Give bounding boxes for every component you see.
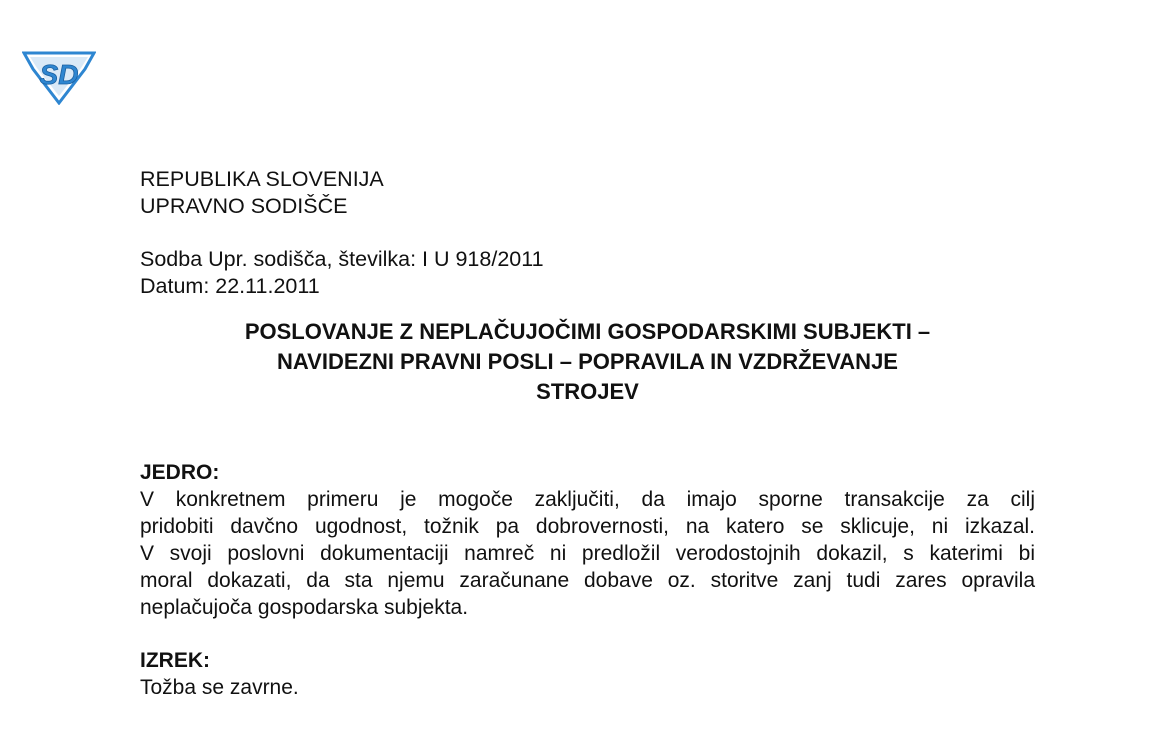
- document-title: [140, 317, 1035, 407]
- title-line: POSLOVANJE Z NEPLAČUJOČIMI GOSPODARSKIMI SUBJEKTI –: [244, 319, 931, 344]
- paragraph-line: pridobiti davčno ugodnost, tožnik pa dobrovernosti, na katero se sklicuje, ni izkazal.: [140, 515, 1035, 538]
- country-name: REPUBLIKA SLOVENIJA: [140, 167, 384, 191]
- case-number: Sodba Upr. sodišča, številka: I U 918/2011: [140, 247, 544, 271]
- izrek-heading: IZREK:: [140, 649, 210, 672]
- paragraph-line: neplačujoča gospodarska subjekta.: [140, 596, 469, 619]
- jedro-heading: JEDRO:: [140, 461, 220, 484]
- jedro-paragraph: [140, 486, 1035, 621]
- title-line: STROJEV: [536, 379, 639, 404]
- case-date: Datum: 22.11.2011: [140, 274, 320, 298]
- paragraph-line: V konkretnem primeru je mogoče zaključiti, da imajo sporne transakcije za cilj: [140, 488, 1035, 511]
- logo-text: SD: [39, 59, 79, 90]
- title-line: NAVIDEZNI PRAVNI POSLI – POPRAVILA IN VZDRŽEVANJE: [277, 349, 898, 374]
- paragraph-line: V svoji poslovni dokumentaciji namreč ni predložil verodostojnih dokazil, s katerimi bi: [140, 542, 1035, 565]
- court-name: UPRAVNO SODIŠČE: [140, 194, 348, 218]
- document-page: [140, 166, 1035, 701]
- izrek-text: Tožba se zavrne.: [140, 676, 299, 699]
- sd-logo-icon: [22, 49, 96, 105]
- paragraph-line: moral dokazati, da sta njemu zaračunane dobave oz. storitve zanj tudi zares opravila: [140, 569, 1035, 592]
